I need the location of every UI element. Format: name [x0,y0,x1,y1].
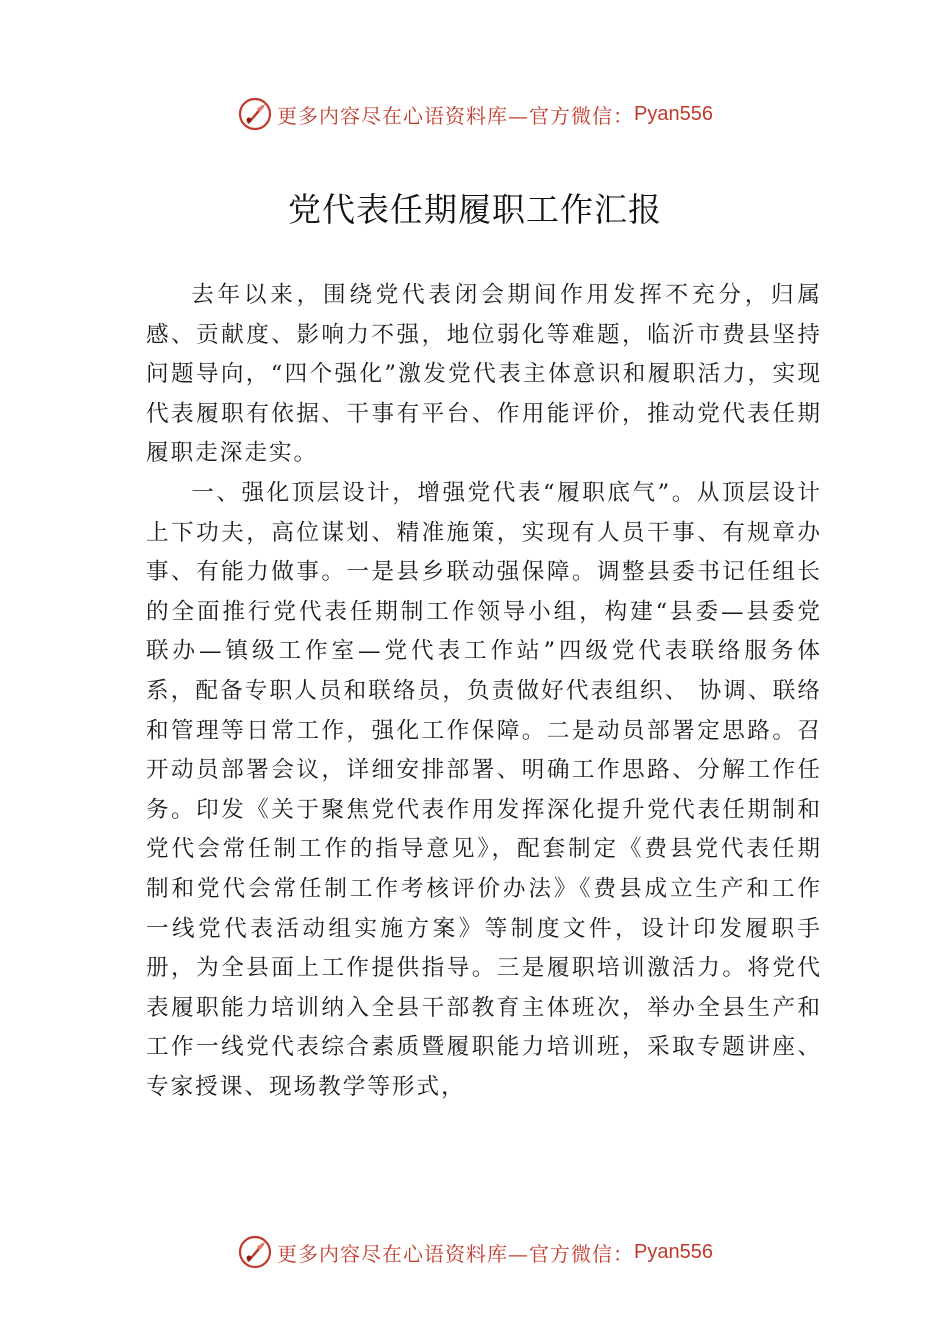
banner-text: 更多内容尽在心语资料库— [277,1241,530,1266]
banner-wechat-label: 官方微信： [529,1241,635,1266]
document-title: 党代表任期履职工作汇报 [288,190,662,229]
quill-emblem-icon [237,96,273,132]
paragraph-section-one: 一、强化顶层设计，增强党代表“履职底气”。从顶层设计上下功夫，高位谋划、精准施策，实现有人员干事、有规章办事、有能力做事。一是县乡联动强保障。调整县委书记任组长的全面推行党代表任期制工作领导小组，构建“县委—县委党联办—镇级工作室—党代表工作站”四级党代表联络服务体系，配备专职人员和联络员，负责做好代表组织、 协调、联络和管理等日常工作，强化工作保障。二是动员部署定思路。召开动员部署会议，详细安排部署、明确工作思路、分解工作任务。印发《关于聚焦党代表作用发挥深化提升党代表任期制和党代会常任制工作的指导意见》，配套制定《费县党代表任期制和党代会常任制工作考核评价办法》《费县成立生产和工作一线党代表活动组实施方案》等制度文件，设计印发履职手册，为全县面上工作提供指导。三是履职培训激活力。将党代表履职能力培训纳入全县干部教育主体班次，举办全县生产和工作一线党代表综合素质暨履职能力培训班，采取专题讲座、专家授课、现场教学等形式， [146,479,822,1100]
banner-wechat-id: Pyan556 [634,1240,713,1263]
header-watermark-banner [0,94,950,134]
paragraph-intro: 去年以来，围绕党代表闭会期间作用发挥不充分，归属感、贡献度、影响力不强，地位弱化等难题，临沂市费县坚持问题导向，“四个强化”激发党代表主体意识和履职活力，实现代表履职有依据、干事有平台、作用能评价，推动党代表任期履职走深走实。 [146,282,822,467]
document-body [146,276,822,1107]
footer-watermark-banner [0,1232,950,1272]
banner-text: 更多内容尽在心语资料库— [277,103,530,128]
banner-wechat-id: Pyan556 [634,102,713,125]
quill-emblem-icon [237,1234,273,1270]
banner-wechat-label: 官方微信： [529,103,635,128]
